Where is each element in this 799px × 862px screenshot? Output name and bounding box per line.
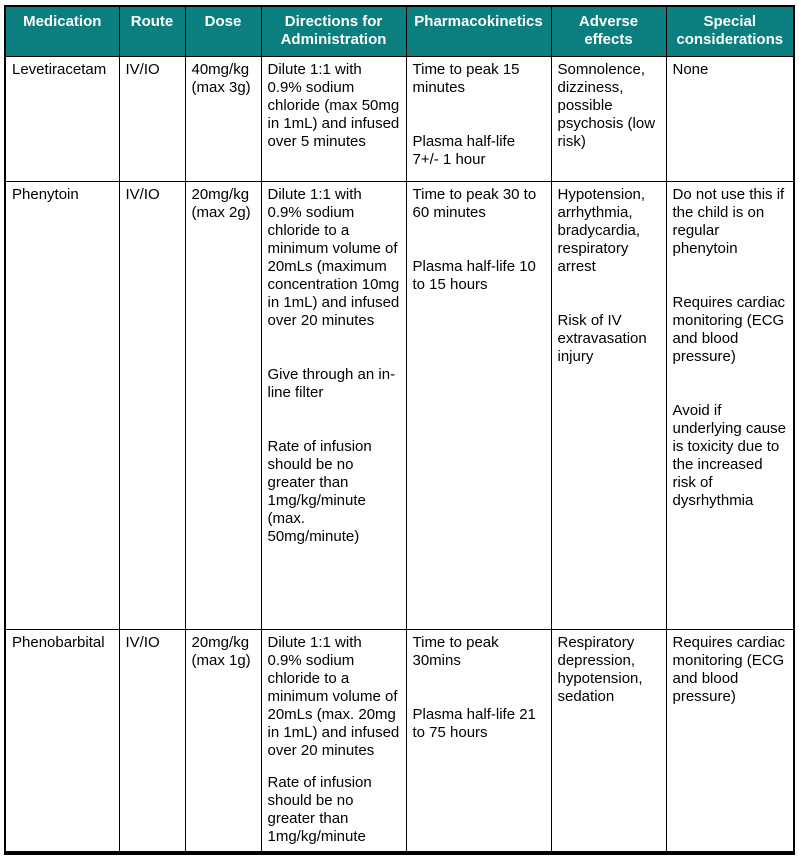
paragraph: Plasma half-life 21 to 75 hours <box>412 705 536 741</box>
table-row <box>5 181 794 629</box>
cell-directions <box>261 181 406 629</box>
cell-route <box>119 181 185 629</box>
paragraph: Somnolence, dizziness, possible psychosis (low risk) <box>557 60 656 150</box>
paragraph: Time to peak 30 to 60 minutes <box>412 185 537 221</box>
table-header <box>5 6 794 56</box>
paragraph: IV/IO <box>125 185 160 203</box>
paragraph: Risk of IV extravasation injury <box>557 311 647 365</box>
column-header-special: Special considerations <box>666 6 794 56</box>
cell-adverse <box>551 629 666 853</box>
table-row <box>5 629 794 853</box>
paragraph: Time to peak 30mins <box>412 633 499 669</box>
medication-table <box>4 5 795 855</box>
cell-special <box>666 56 794 181</box>
column-header-directions: Directions for Administration <box>261 6 406 56</box>
paragraph: Time to peak 15 minutes <box>412 60 520 96</box>
paragraph: Phenobarbital <box>12 633 105 651</box>
paragraph: Rate of infusion should be no greater than 1mg/kg/minute (max. 50mg/minute) <box>267 437 372 545</box>
table-row <box>5 56 794 181</box>
column-header-medication: Medication <box>5 6 119 56</box>
cell-dose <box>185 56 261 181</box>
paragraph: Dilute 1:1 with 0.9% sodium chloride (max 50mg in 1mL) and infused over 5 minutes <box>267 60 400 150</box>
cell-dose <box>185 181 261 629</box>
paragraph: Requires cardiac monitoring (ECG and blood pressure) <box>672 633 786 705</box>
cell-adverse <box>551 56 666 181</box>
cell-pharmacokinetics <box>406 56 551 181</box>
paragraph: IV/IO <box>125 633 160 651</box>
column-header-dose: Dose <box>185 6 261 56</box>
paragraph: IV/IO <box>125 60 160 78</box>
cell-dose <box>185 629 261 853</box>
cell-special <box>666 181 794 629</box>
paragraph: Plasma half-life 10 to 15 hours <box>412 257 536 293</box>
column-header-pharmacokinetics: Pharmacokinetics <box>406 6 551 56</box>
cell-pharmacokinetics <box>406 181 551 629</box>
table-body <box>5 56 794 853</box>
cell-medication <box>5 629 119 853</box>
cell-pharmacokinetics <box>406 629 551 853</box>
column-header-adverse: Adverse effects <box>551 6 666 56</box>
paragraph: Hypotension, arrhythmia, bradycardia, respiratory arrest <box>557 185 646 275</box>
cell-directions <box>261 629 406 853</box>
cell-directions <box>261 56 406 181</box>
paragraph: Respiratory depression, hypotension, sedation <box>557 633 643 705</box>
paragraph: Avoid if underlying cause is toxicity due to the increased risk of dysrhythmia <box>672 401 786 509</box>
cell-adverse <box>551 181 666 629</box>
cell-route <box>119 56 185 181</box>
paragraph: None <box>672 60 709 78</box>
cell-route <box>119 629 185 853</box>
cell-special <box>666 629 794 853</box>
paragraph: 40mg/kg (max 3g) <box>191 60 251 96</box>
cell-medication <box>5 181 119 629</box>
paragraph: Rate of infusion should be no greater than 1mg/kg/minute <box>267 773 372 845</box>
paragraph: Give through an in-line filter <box>267 365 396 401</box>
header-row <box>5 6 794 56</box>
column-header-route: Route <box>119 6 185 56</box>
paragraph: 20mg/kg (max 1g) <box>191 633 251 669</box>
paragraph: Plasma half-life 7+/- 1 hour <box>412 132 516 168</box>
paragraph: Phenytoin <box>12 185 79 203</box>
paragraph: Do not use this if the child is on regular phenytoin <box>672 185 785 257</box>
paragraph: Dilute 1:1 with 0.9% sodium chloride to a minimum volume of 20mLs (max. 20mg in 1mL) and infused over 20 minutes <box>267 633 400 759</box>
paragraph: Dilute 1:1 with 0.9% sodium chloride to a minimum volume of 20mLs (maximum concentration 10mg in 1mL) and infused over 20 minutes <box>267 185 400 329</box>
cell-medication <box>5 56 119 181</box>
paragraph: 20mg/kg (max 2g) <box>191 185 251 221</box>
paragraph: Requires cardiac monitoring (ECG and blood pressure) <box>672 293 786 365</box>
paragraph: Levetiracetam <box>12 60 107 78</box>
